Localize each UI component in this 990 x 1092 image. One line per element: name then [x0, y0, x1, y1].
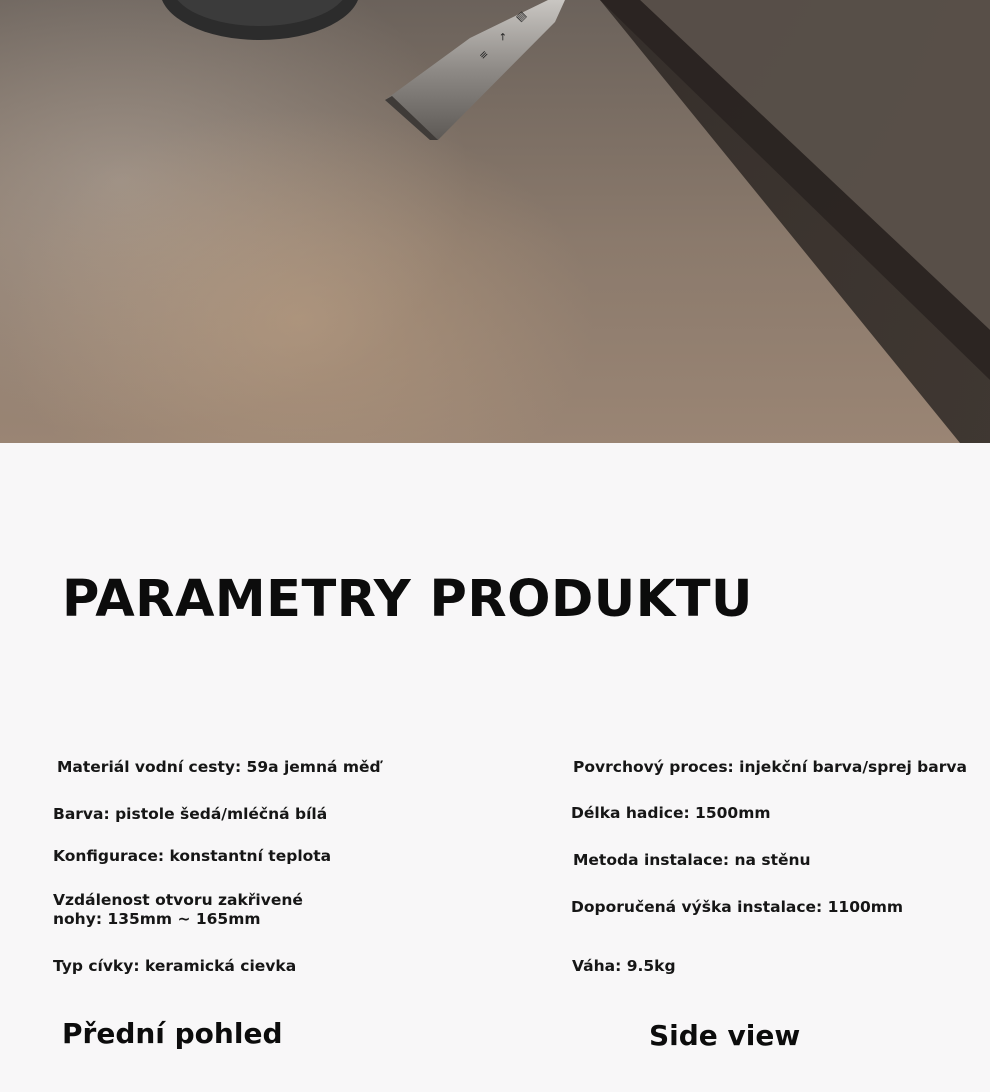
spec-color: Barva: pistole šedá/mléčná bílá: [53, 805, 328, 823]
spec-configuration: Konfigurace: konstantní teplota: [53, 847, 332, 865]
svg-text:↗: ↗: [496, 30, 511, 45]
hero-illustration: [0, 0, 990, 443]
spec-hole-distance: Vzdálenost otvoru zakřivené nohy: 135mm ~ 165mm: [53, 891, 303, 928]
side-view-label: Side view: [649, 1019, 801, 1052]
spec-weight: Váha: 9.5kg: [572, 957, 676, 975]
control-panel-icon: [385, 0, 565, 140]
spec-installation-method: Metoda instalace: na stěnu: [573, 851, 811, 869]
spec-surface-process: Povrchový proces: injekční barva/sprej barva: [573, 758, 967, 776]
spec-installation-height: Doporučená výška instalace: 1100mm: [571, 898, 904, 916]
spec-water-path-material: Materiál vodní cesty: 59a jemná měď: [57, 758, 381, 776]
spec-cartridge-type: Typ cívky: keramická cievka: [53, 957, 297, 975]
speaker-grille-icon: [160, 0, 360, 40]
front-view-label: Přední pohled: [62, 1017, 283, 1050]
hero-product-photo: [0, 0, 990, 443]
section-title: PARAMETRY PRODUKTU: [62, 570, 753, 629]
svg-text:≡: ≡: [477, 48, 492, 63]
svg-text:▤: ▤: [514, 9, 529, 25]
spec-hose-length: Délka hadice: 1500mm: [571, 804, 771, 822]
